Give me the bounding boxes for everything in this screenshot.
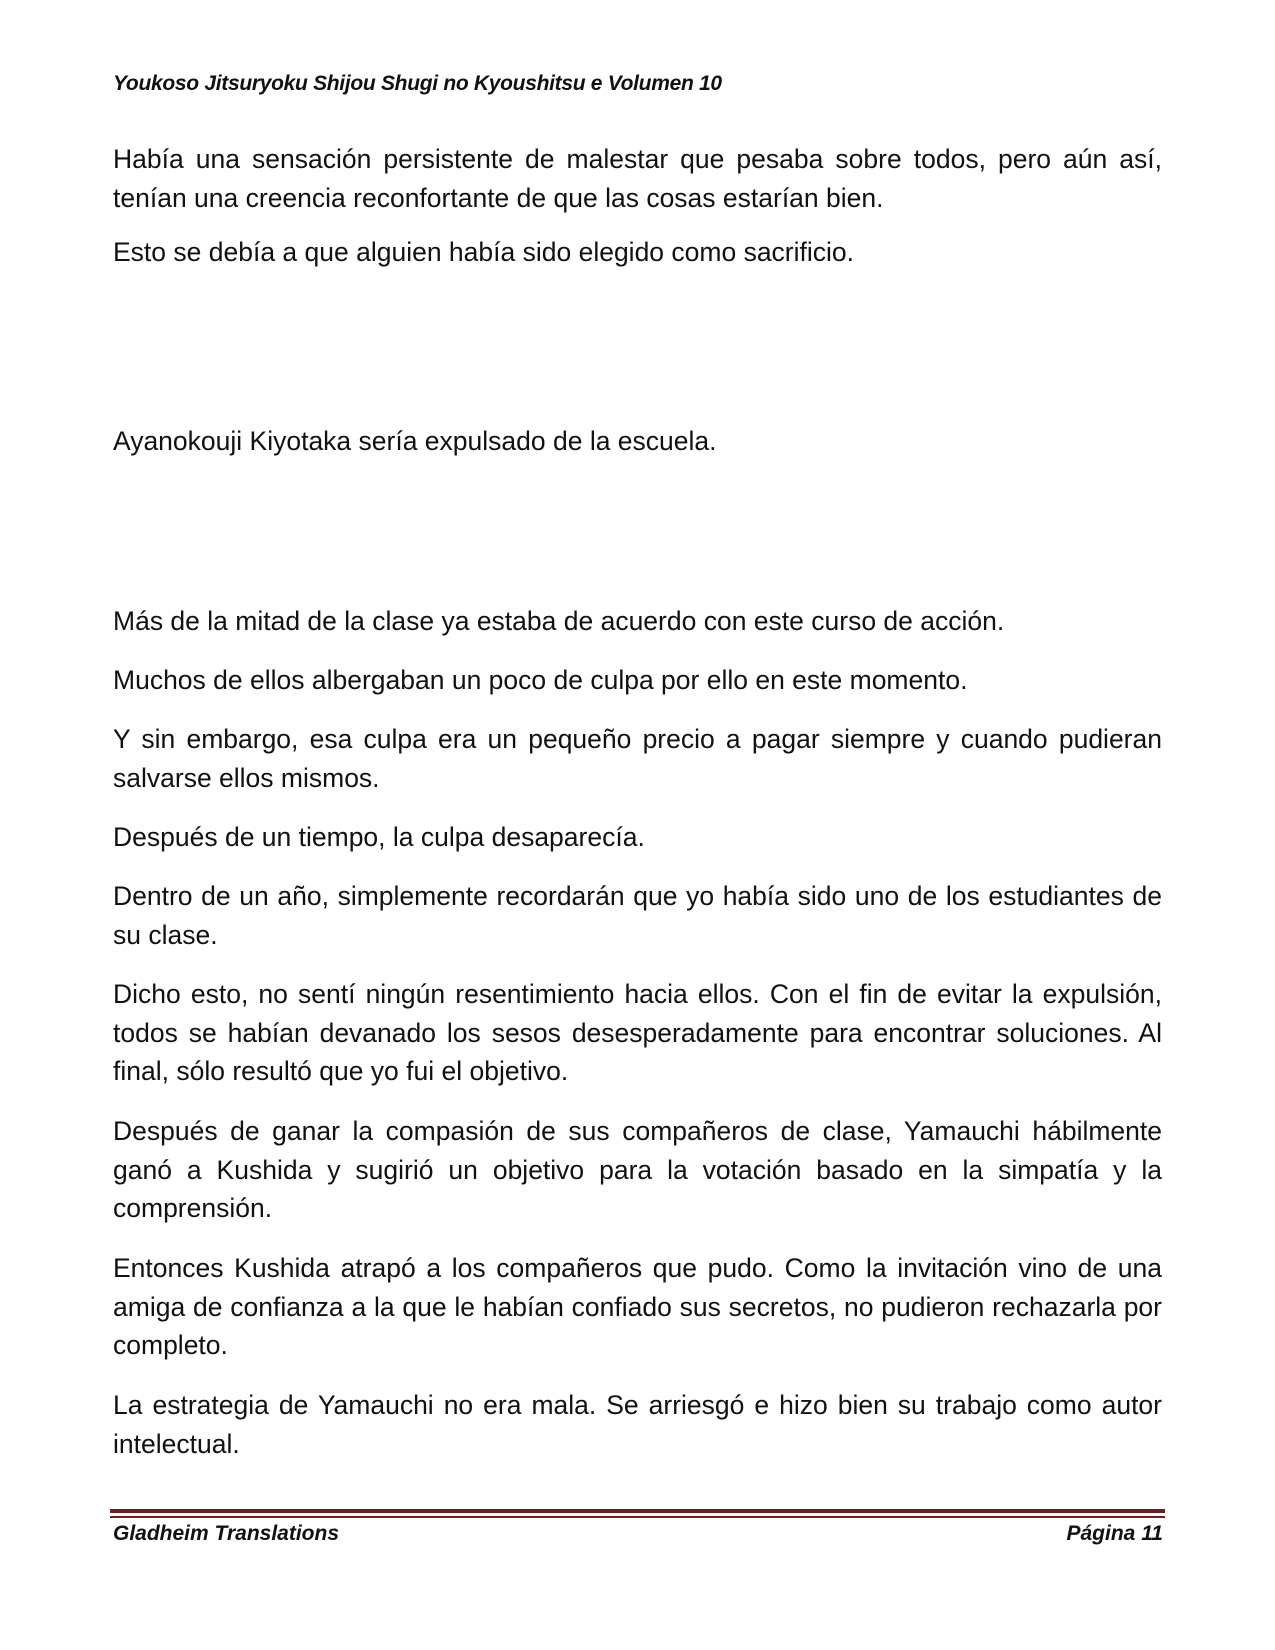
paragraph: Esto se debía a que alguien había sido elegido como sacrificio. (113, 237, 855, 267)
paragraph: Dentro de un año, simplemente recordarán que yo había sido uno de los estudiantes de su clase. (113, 881, 1162, 950)
paragraph: Dicho esto, no sentí ningún resentimiento hacia ellos. Con el fin de evitar la expulsión, todos se habían devanado los sesos desesperadamente para encontrar soluciones. Al final, sólo resultó que yo fui el objetivo. (113, 979, 1162, 1086)
paragraph: La estrategia de Yamauchi no era mala. Se arriesgó e hizo bien su trabajo como autor intelectual. (113, 1390, 1162, 1459)
paragraph: Más de la mitad de la clase ya estaba de acuerdo con este curso de acción. (113, 606, 1005, 636)
footer-rule-thin (110, 1516, 1165, 1518)
paragraph: Entonces Kushida atrapó a los compañeros que pudo. Como la invitación vino de una amiga de confianza a la que le habían confiado sus secretos, no pudieron rechazarla por completo. (113, 1253, 1162, 1360)
paragraph: Después de ganar la compasión de sus compañeros de clase, Yamauchi hábilmente ganó a Kushida y sugirió un objetivo para la votación basado en la simpatía y la comprensión. (113, 1116, 1162, 1223)
page-number: Página 11 (1066, 1522, 1163, 1545)
footer-rule (110, 1509, 1165, 1513)
paragraph: Había una sensación persistente de malestar que pesaba sobre todos, pero aún así, tenían una creencia reconfortante de que las cosas estarían bien. (113, 144, 1162, 213)
paragraph: Ayanokouji Kiyotaka sería expulsado de la escuela. (113, 426, 717, 456)
running-header: Youkoso Jitsuryoku Shijou Shugi no Kyoushitsu e Volumen 10 (113, 72, 722, 95)
footer-publisher: Gladheim Translations (113, 1522, 340, 1545)
paragraph: Muchos de ellos albergaban un poco de culpa por ello en este momento. (113, 665, 968, 695)
paragraph: Y sin embargo, esa culpa era un pequeño precio a pagar siempre y cuando pudieran salvarse ellos mismos. (113, 724, 1162, 793)
paragraph: Después de un tiempo, la culpa desaparecía. (113, 822, 645, 852)
